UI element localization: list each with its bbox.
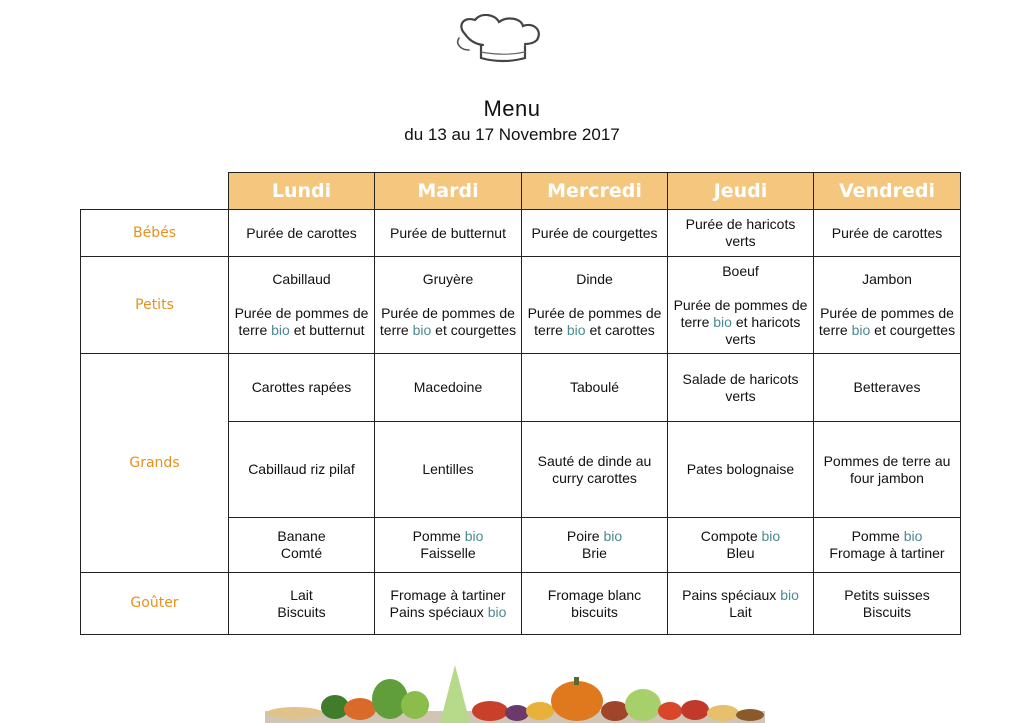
gouter-item: Biscuits	[277, 603, 326, 620]
dessert-fruit: Banane	[277, 528, 326, 544]
dessert-fruit: Pomme	[851, 528, 900, 544]
day-header-vendredi: Vendredi	[814, 173, 961, 210]
vegetables-banner-image	[265, 655, 765, 723]
bio-label: bio	[487, 603, 507, 620]
bio-label: bio	[903, 528, 923, 544]
bio-label: bio	[761, 528, 781, 544]
dessert-fruit: Poire	[566, 528, 600, 544]
row-grands-entrees	[81, 354, 961, 422]
category-grands: Grands	[81, 354, 229, 573]
bebes-jeudi: Purée de haricots verts	[668, 210, 814, 257]
petits-jeudi	[668, 257, 814, 354]
day-header-lundi: Lundi	[229, 173, 375, 210]
page-title: Menu	[483, 96, 541, 121]
petits-main: Dinde	[576, 271, 613, 287]
dessert-cheese: Brie	[582, 545, 607, 561]
gouter-item: Biscuits	[862, 603, 912, 620]
bio-label: bio	[603, 528, 623, 544]
day-header-jeudi: Jeudi	[668, 173, 814, 210]
dessert-fruit: Pomme	[412, 528, 461, 544]
gouter-jeudi	[668, 573, 814, 635]
grands-entree-vendredi: Betteraves	[814, 354, 961, 422]
grands-entree-mardi: Macedoine	[375, 354, 522, 422]
gouter-item: Lait	[729, 603, 752, 620]
grands-dessert-vendredi	[814, 518, 961, 573]
grands-entree-mercredi: Taboulé	[522, 354, 668, 422]
grands-plat-mercredi: Sauté de dinde au curry carottes	[522, 422, 668, 518]
chef-hat-logo	[455, 14, 547, 66]
bio-label: bio	[851, 322, 871, 338]
petits-main: Boeuf	[722, 262, 759, 279]
petits-mardi	[375, 257, 522, 354]
gouter-item: Pains spéciaux	[389, 603, 484, 620]
grands-plat-vendredi: Pommes de terre au four jambon	[814, 422, 961, 518]
petits-side-rest: et butternut	[293, 322, 365, 338]
bio-label: bio	[412, 322, 432, 338]
day-header-mardi: Mardi	[375, 173, 522, 210]
corner-cell	[81, 173, 229, 210]
bio-label: bio	[780, 586, 799, 603]
petits-side-rest: et haricots verts	[725, 313, 801, 347]
bebes-vendredi: Purée de carottes	[814, 210, 961, 257]
petits-main: Cabillaud	[272, 271, 331, 287]
petits-vendredi	[814, 257, 961, 354]
dessert-cheese: Faisselle	[420, 545, 476, 561]
bio-label: bio	[566, 322, 586, 338]
gouter-item: Lait	[290, 586, 313, 603]
petits-lundi	[229, 257, 375, 354]
petits-main: Jambon	[862, 271, 912, 287]
category-bebes: Bébés	[81, 210, 229, 257]
grands-dessert-mardi	[375, 518, 522, 573]
grands-plat-mardi: Lentilles	[375, 422, 522, 518]
petits-mercredi	[522, 257, 668, 354]
petits-side-rest: et carottes	[589, 322, 655, 338]
gouter-mardi	[375, 573, 522, 635]
dessert-cheese: Comté	[280, 545, 323, 561]
grands-plat-lundi: Cabillaud riz pilaf	[229, 422, 375, 518]
gouter-item: Pains spéciaux	[682, 586, 777, 603]
petits-side: Purée de pommes de terre	[234, 305, 369, 338]
grands-dessert-mercredi	[522, 518, 668, 573]
gouter-item: biscuits	[571, 603, 618, 620]
grands-dessert-jeudi	[668, 518, 814, 573]
bio-label: bio	[713, 313, 732, 330]
gouter-item: Fromage à tartiner	[390, 586, 506, 603]
dessert-fruit: Compote	[700, 528, 758, 544]
day-header-mercredi: Mercredi	[522, 173, 668, 210]
petits-side: Purée de pommes de terre	[527, 305, 662, 338]
category-petits: Petits	[81, 257, 229, 354]
menu-table	[80, 172, 961, 635]
gouter-lundi	[229, 573, 375, 635]
grands-entree-lundi: Carottes rapées	[229, 354, 375, 422]
petits-side: Purée de pommes de terre	[673, 296, 808, 330]
bio-label: bio	[271, 322, 290, 338]
dessert-cheese: Bleu	[726, 545, 755, 561]
petits-side: Purée de pommes de terre	[818, 305, 954, 338]
bebes-mercredi: Purée de courgettes	[522, 210, 668, 257]
petits-side-rest: et courgettes	[874, 322, 956, 338]
gouter-vendredi	[814, 573, 961, 635]
grands-entree-jeudi: Salade de haricots verts	[668, 354, 814, 422]
petits-side-rest: et courgettes	[435, 322, 517, 338]
dessert-cheese: Fromage à tartiner	[829, 545, 945, 561]
bio-label: bio	[464, 528, 484, 544]
grands-plat-jeudi: Pates bolognaise	[668, 422, 814, 518]
bebes-mardi: Purée de butternut	[375, 210, 522, 257]
gouter-item: Petits suisses	[844, 586, 930, 603]
grands-dessert-lundi	[229, 518, 375, 573]
petits-side: Purée de pommes de terre	[379, 305, 515, 338]
gouter-item: Fromage blanc	[547, 586, 642, 603]
day-header-row	[81, 173, 961, 210]
row-petits	[81, 257, 961, 354]
row-bebes	[81, 210, 961, 257]
bebes-lundi: Purée de carottes	[229, 210, 375, 257]
row-gouter	[81, 573, 961, 635]
petits-main: Gruyère	[422, 271, 474, 287]
gouter-mercredi	[522, 573, 668, 635]
category-gouter: Goûter	[81, 573, 229, 635]
page-subtitle: du 13 au 17 Novembre 2017	[404, 125, 620, 144]
